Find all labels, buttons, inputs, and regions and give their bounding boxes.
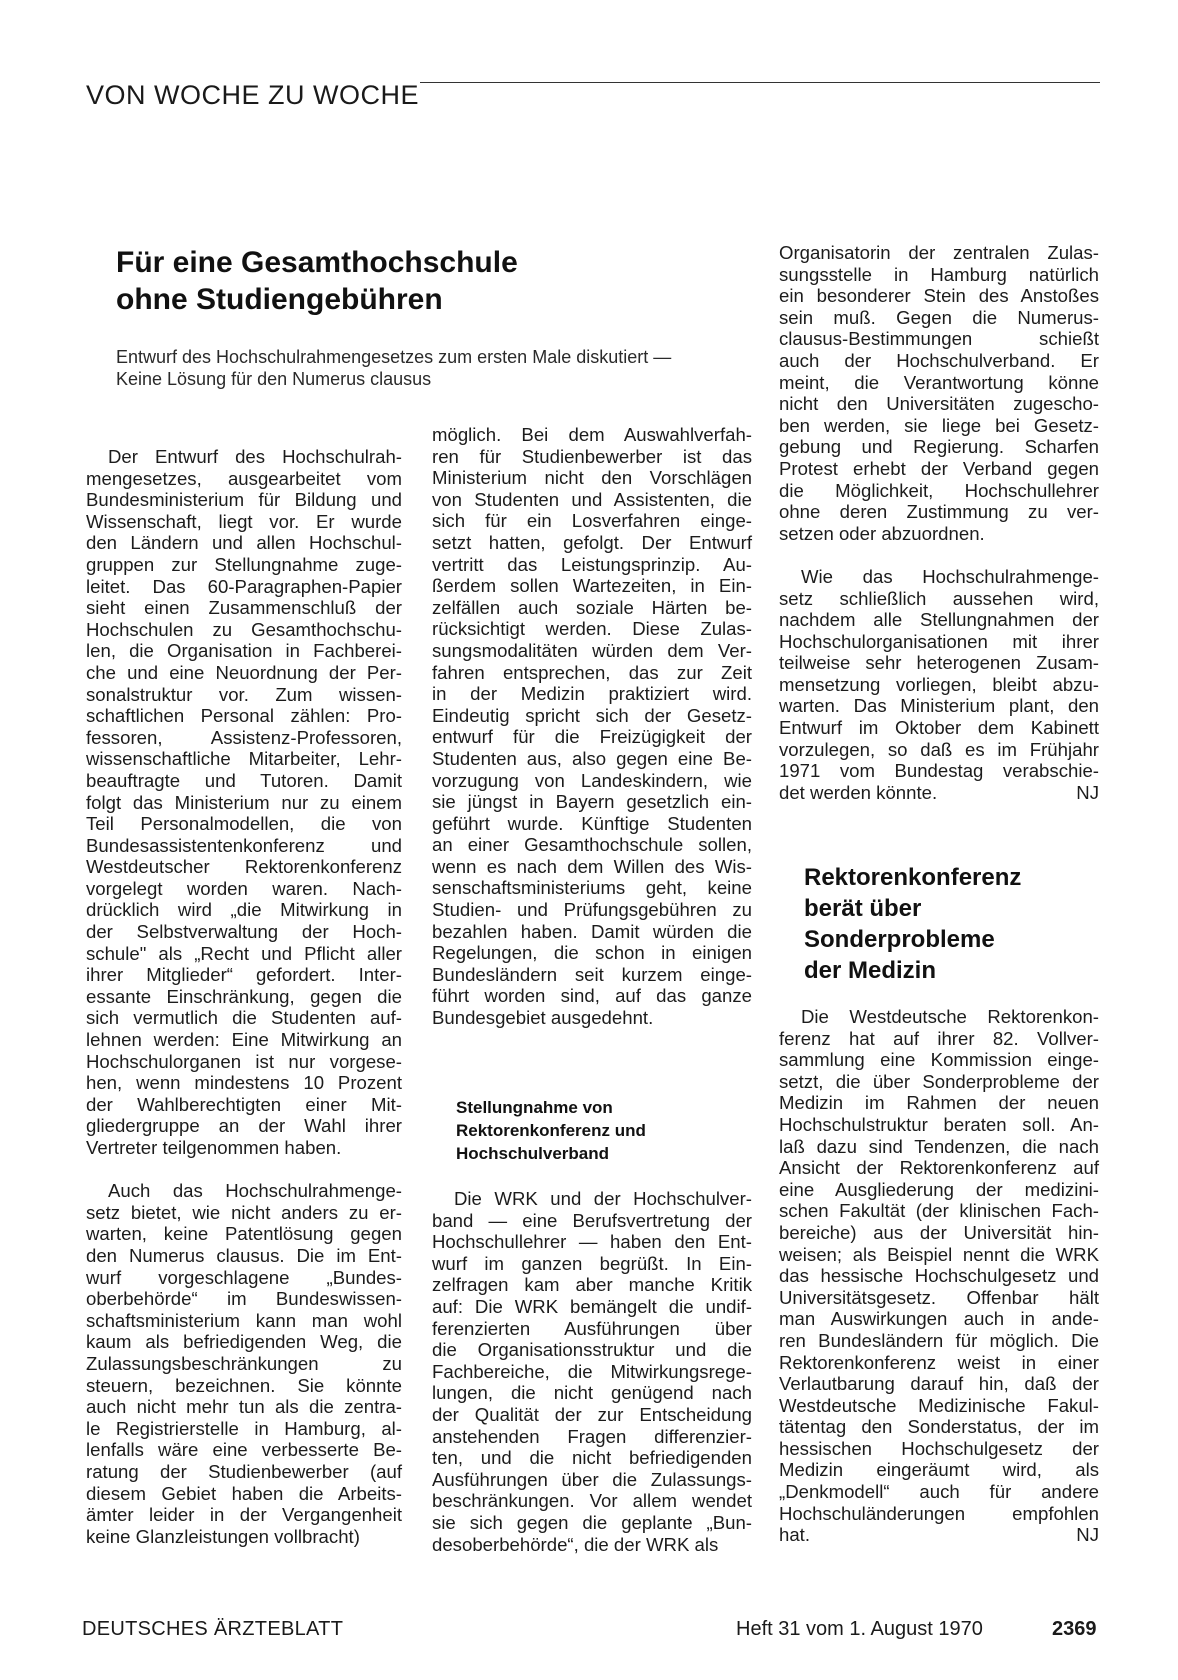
- text-line: 1971 vom Bundestag verabschie-: [779, 760, 1099, 782]
- text-line: fahren entsprechen, das zur Zeit: [432, 661, 752, 683]
- text-line: leitet. Das 60-Paragraphen-Papier: [86, 575, 402, 597]
- text-line: Regelungen, die schon in einigen: [432, 942, 752, 964]
- text-line: ihrer Mitglieder“ gefordert. Inter-: [86, 964, 402, 986]
- paragraph-gap: [86, 1159, 402, 1181]
- text-line: wenn es nach dem Willen des Wis-: [432, 855, 752, 877]
- text-line: Hochschulen zu Gesamthochschu-: [86, 618, 402, 640]
- text-line: der Wahlberechtigten einer Mit-: [86, 1093, 402, 1115]
- heading-rule: [420, 82, 1100, 83]
- text-line: gruppen zur Stellungnahme zuge-: [86, 553, 402, 575]
- text-line: wurf im ganzen begrüßt. In Ein-: [432, 1252, 752, 1274]
- subtitle-line: Keine Lösung für den Numerus clausus: [116, 369, 432, 389]
- text-line: Ansicht der Rektorenkonferenz auf: [779, 1157, 1099, 1179]
- text-line: das hessische Hochschulgesetz und: [779, 1265, 1099, 1287]
- text-line: auch nicht mehr tun als die zentra-: [86, 1396, 402, 1418]
- text-line: hat. NJ: [779, 1524, 1099, 1546]
- text-line: nachdem alle Stellungnahmen der: [779, 609, 1099, 631]
- box-heading-line: der Medizin: [804, 957, 937, 984]
- box-heading-line: Rektorenkonferenz: [804, 864, 1022, 891]
- sub-heading: [456, 1096, 736, 1165]
- text-line: vorzugung von Landeskindern, wie: [432, 769, 752, 791]
- text-line: vertritt das Leistungsprinzip. Au-: [432, 553, 752, 575]
- text-line: ferenz hat auf ihrer 82. Vollver-: [779, 1027, 1099, 1049]
- text-line: geführt wurde. Künftige Studenten: [432, 812, 752, 834]
- article-subtitle: [116, 346, 766, 390]
- section-heading: VON WOCHE ZU WOCHE: [86, 80, 419, 110]
- text-line: lehnen werden: Eine Mitwirkung an: [86, 1029, 402, 1051]
- text-line: ren für Studienbewerber ist das: [432, 445, 752, 467]
- text-line: sammlung eine Kommission einge-: [779, 1049, 1099, 1071]
- box-text: [779, 1006, 1099, 1546]
- text-line: beschränkungen. Vor allem wendet: [432, 1490, 752, 1512]
- text-line: band — eine Berufsvertretung der: [432, 1209, 752, 1231]
- text-line: an einer Gesamthochschule sollen,: [432, 834, 752, 856]
- text-line: man Auswirkungen auch in ande-: [779, 1308, 1099, 1330]
- text-line: setz bietet, wie nicht anders zu er-: [86, 1201, 402, 1223]
- column-2: [432, 424, 752, 1029]
- text-line: oberbehörde“ im Bundeswissen-: [86, 1288, 402, 1310]
- text-line: zelfragen kam aber manche Kritik: [432, 1274, 752, 1296]
- text-line: mengesetzes, ausgearbeitet vom: [86, 467, 402, 489]
- text-line: Rektorenkonferenz weist in einer: [779, 1351, 1099, 1373]
- text-line: folgt das Ministerium nur zu einem: [86, 791, 402, 813]
- text-line: ein besonderer Stein des Anstoßes: [779, 285, 1099, 307]
- text-line: bezahlen haben. Damit würden die: [432, 920, 752, 942]
- page-number: 2369: [1052, 1618, 1097, 1640]
- text-line: det werden könnte. NJ: [779, 781, 1099, 803]
- text-line: tätentag den Sonderstatus, der im: [779, 1416, 1099, 1438]
- text-line: sonalstruktur vor. Zum wissen-: [86, 683, 402, 705]
- text-line: len, die Organisation in Fachberei-: [86, 640, 402, 662]
- text-line: schule" als „Recht und Pflicht aller: [86, 942, 402, 964]
- box-heading-line: Sonderprobleme: [804, 926, 995, 953]
- subtitle-line: Entwurf des Hochschulrahmengesetzes zum ersten Male diskutiert —: [116, 347, 672, 367]
- text-line: Hochschullehrer — haben den Ent-: [432, 1231, 752, 1253]
- text-line: anstehenden Fragen differenzier-: [432, 1425, 752, 1447]
- text-line: ßerdem sollen Wartezeiten, in Ein-: [432, 575, 752, 597]
- text-line: Eindeutig spricht sich der Gesetz-: [432, 704, 752, 726]
- text-line: sungsstelle in Hamburg natürlich: [779, 263, 1099, 285]
- text-line: hen, wenn mindestens 10 Prozent: [86, 1072, 402, 1094]
- text-line: Bundesministerium für Bildung und: [86, 489, 402, 511]
- text-line: die Organisationsstruktur und die: [432, 1339, 752, 1361]
- column-2-continued: [432, 1188, 752, 1555]
- box-heading-line: berät über: [804, 895, 922, 922]
- text-line: bereiche) aus der Universität hin-: [779, 1221, 1099, 1243]
- text-line: warten, keine Patentlösung gegen: [86, 1223, 402, 1245]
- text-line: Die Westdeutsche Rektorenkon-: [801, 1006, 1099, 1027]
- text-line: Verlautbarung darauf hin, daß der: [779, 1373, 1099, 1395]
- text-line: Wissenschaft, liegt vor. Er wurde: [86, 510, 402, 532]
- text-line: sungsmodalitäten würden dem Ver-: [432, 639, 752, 661]
- text-line: wissenschaftliche Mitarbeiter, Lehr-: [86, 748, 402, 770]
- text-line: lenfalls wäre eine verbesserte Be-: [86, 1439, 402, 1461]
- text-line: gliedergruppe an der Wahl ihrer: [86, 1115, 402, 1137]
- text-line: Fachbereiche, die Mitwirkungsrege-: [432, 1360, 752, 1382]
- text-line: Hochschulorganen ist nur vorgese-: [86, 1050, 402, 1072]
- text-line: diesem Gebiet haben die Arbeits-: [86, 1482, 402, 1504]
- text-line: sich vermutlich die Studenten auf-: [86, 1007, 402, 1029]
- paragraph-gap: [779, 544, 1099, 566]
- text-line: steuern, bezeichnen. Sie könnte: [86, 1374, 402, 1396]
- box-heading: [804, 862, 1084, 986]
- text-line: hessischen Hochschulgesetz der: [779, 1437, 1099, 1459]
- text-line: in der Medizin praktiziert wird.: [432, 683, 752, 705]
- subhead-line: Rektorenkonferenz und: [456, 1121, 646, 1140]
- text-line: von Studenten und Assistenten, die: [432, 488, 752, 510]
- text-line: clausus-Bestimmungen schießt: [779, 328, 1099, 350]
- article-title: [116, 244, 636, 318]
- text-line: auch der Hochschulverband. Er: [779, 349, 1099, 371]
- text-line: teilweise sehr heterogenen Zusam-: [779, 652, 1099, 674]
- text-line: Studien- und Prüfungsgebühren zu: [432, 899, 752, 921]
- text-line: setzen oder abzuordnen.: [779, 522, 985, 544]
- text-line: schaftlichen Personal zählen: Pro-: [86, 705, 402, 727]
- text-line: wurf vorgeschlagene „Bundes-: [86, 1266, 402, 1288]
- text-line: Studenten aus, also gegen eine Be-: [432, 747, 752, 769]
- text-line: ten, und die nicht befriedigenden: [432, 1447, 752, 1469]
- text-line: führt worden sind, auf das ganze: [432, 985, 752, 1007]
- text-line: Medizin eingeräumt wird, als: [779, 1459, 1099, 1481]
- text-line: den Ländern und allen Hochschul-: [86, 532, 402, 554]
- text-line: den Numerus clausus. Die im Ent-: [86, 1244, 402, 1266]
- text-line: Bundesassistentenkonferenz und: [86, 834, 402, 856]
- text-line: sein muß. Gegen die Numerus-: [779, 306, 1099, 328]
- text-line: sieht einen Zusammenschluß der: [86, 597, 402, 619]
- text-line: Der Entwurf des Hochschulrah-: [108, 446, 402, 467]
- text-line: Medizin im Rahmen der neuen: [779, 1092, 1099, 1114]
- text-line: Westdeutscher Rektorenkonferenz: [86, 856, 402, 878]
- text-line: che und eine Neuordnung der Per-: [86, 661, 402, 683]
- author-signature: NJ: [1076, 781, 1099, 803]
- text-line: Westdeutsche Medizinische Fakul-: [779, 1394, 1099, 1416]
- text-line: lungen, die nicht genügend nach: [432, 1382, 752, 1404]
- text-line: ratung der Studienbewerber (auf: [86, 1460, 402, 1482]
- text-line: eine Ausgliederung der medizini-: [779, 1178, 1099, 1200]
- text-line: „Denkmodell“ auch für andere: [779, 1481, 1099, 1503]
- text-line: Universitätsgesetz. Offenbar hält: [779, 1286, 1099, 1308]
- text-line: nicht den Universitäten zugescho-: [779, 393, 1099, 415]
- text-line: Zulassungsbeschränkungen zu: [86, 1352, 402, 1374]
- title-line: Für eine Gesamthochschule: [116, 246, 518, 279]
- text-line: Bundesländern seit kurzem einge-: [432, 963, 752, 985]
- text-line: vorzulegen, so daß es im Frühjahr: [779, 738, 1099, 760]
- text-line: ren Bundesländern für möglich. Die: [779, 1329, 1099, 1351]
- text-line: mensetzung vorliegen, bleibt abzu-: [779, 673, 1099, 695]
- text-line: essante Einschränkung, gegen die: [86, 985, 402, 1007]
- text-line: fessoren, Assistenz-Professoren,: [86, 726, 402, 748]
- text-line: laß dazu sind Tendenzen, die nach: [779, 1135, 1099, 1157]
- author-signature: NJ: [1076, 1524, 1099, 1546]
- text-line: Teil Personalmodellen, die von: [86, 813, 402, 835]
- text-line: entwurf für die Freizügigkeit der: [432, 726, 752, 748]
- text-line: Ministerium nicht den Vorschlägen: [432, 467, 752, 489]
- text-line: drücklich wird „die Mitwirkung in: [86, 899, 402, 921]
- text-line: sie sich gegen die geplante „Bun-: [432, 1511, 752, 1533]
- text-line: zelfällen auch soziale Härten be-: [432, 596, 752, 618]
- text-line: schen Fakultät (der klinischen Fach-: [779, 1200, 1099, 1222]
- text-line: warten. Das Ministerium plant, den: [779, 695, 1099, 717]
- text-line: möglich. Bei dem Auswahlverfah-: [432, 424, 752, 445]
- text-line: sich für ein Losverfahren einge-: [432, 510, 752, 532]
- text-line: Die WRK und der Hochschulver-: [454, 1188, 752, 1209]
- text-line: setzt, die über Sonderprobleme der: [779, 1070, 1099, 1092]
- text-line: senschaftsministeriums geht, keine: [432, 877, 752, 899]
- text-line: ferenzierten Ausführungen über: [432, 1317, 752, 1339]
- footer-journal: DEUTSCHES ÄRZTEBLATT: [82, 1618, 344, 1640]
- text-line: vorgelegt worden waren. Nach-: [86, 877, 402, 899]
- text-line: Protest erhebt der Verband gegen: [779, 457, 1099, 479]
- text-line: die Möglichkeit, Hochschullehrer: [779, 479, 1099, 501]
- subhead-line: Hochschulverband: [456, 1144, 610, 1163]
- text-line: der Qualität der zur Entscheidung: [432, 1403, 752, 1425]
- text-line: le Registrierstelle in Hamburg, al-: [86, 1417, 402, 1439]
- footer-issue: Heft 31 vom 1. August 1970: [736, 1618, 983, 1640]
- text-line: der Selbstverwaltung der Hoch-: [86, 921, 402, 943]
- text-line: desoberbehörde“, die der WRK als: [432, 1533, 719, 1555]
- text-line: Entwurf im Oktober dem Kabinett: [779, 717, 1099, 739]
- text-line: Bundesgebiet ausgedehnt.: [432, 1007, 654, 1029]
- column-3: [779, 242, 1099, 803]
- text-line: Auch das Hochschulrahmenge-: [108, 1180, 402, 1202]
- text-line: setz schließlich aussehen wird,: [779, 587, 1099, 609]
- text-line: beauftragte und Tutoren. Damit: [86, 769, 402, 791]
- text-line: sie jüngst in Bayern gesetzlich ein-: [432, 791, 752, 813]
- text-line: Wie das Hochschulrahmenge-: [801, 565, 1099, 587]
- text-line: ämter leider in der Vergangenheit: [86, 1504, 402, 1526]
- subhead-line: Stellungnahme von: [456, 1098, 613, 1117]
- title-line: ohne Studiengebühren: [116, 283, 443, 316]
- text-line: gebung und Regierung. Scharfen: [779, 436, 1099, 458]
- text-line: schaftsministerium kann man wohl: [86, 1309, 402, 1331]
- text-line: weisen; als Beispiel nennt die WRK: [779, 1243, 1099, 1265]
- text-line: auf: Die WRK bemängelt die undif-: [432, 1295, 752, 1317]
- text-line: Hochschuländerungen empfohlen: [779, 1502, 1099, 1524]
- text-line: Hochschulorganisationen mit ihrer: [779, 630, 1099, 652]
- text-line: Vertreter teilgenommen haben.: [86, 1137, 342, 1158]
- text-line: ben werden, sie liege bei Gesetz-: [779, 414, 1099, 436]
- text-line: Ausführungen über die Zulassungs-: [432, 1468, 752, 1490]
- column-1: [86, 446, 402, 1547]
- text-line: rücksichtigt werden. Diese Zulas-: [432, 618, 752, 640]
- text-line: Organisatorin der zentralen Zulas-: [779, 242, 1099, 263]
- text-line: Hochschulstruktur beraten soll. An-: [779, 1113, 1099, 1135]
- text-line: ohne deren Zustimmung zu ver-: [779, 501, 1099, 523]
- text-line: setzt hatten, gefolgt. Der Entwurf: [432, 531, 752, 553]
- text-line: meint, die Verantwortung könne: [779, 371, 1099, 393]
- text-line: keine Glanzleistungen vollbracht): [86, 1525, 360, 1547]
- text-line: kaum als befriedigenden Weg, die: [86, 1331, 402, 1353]
